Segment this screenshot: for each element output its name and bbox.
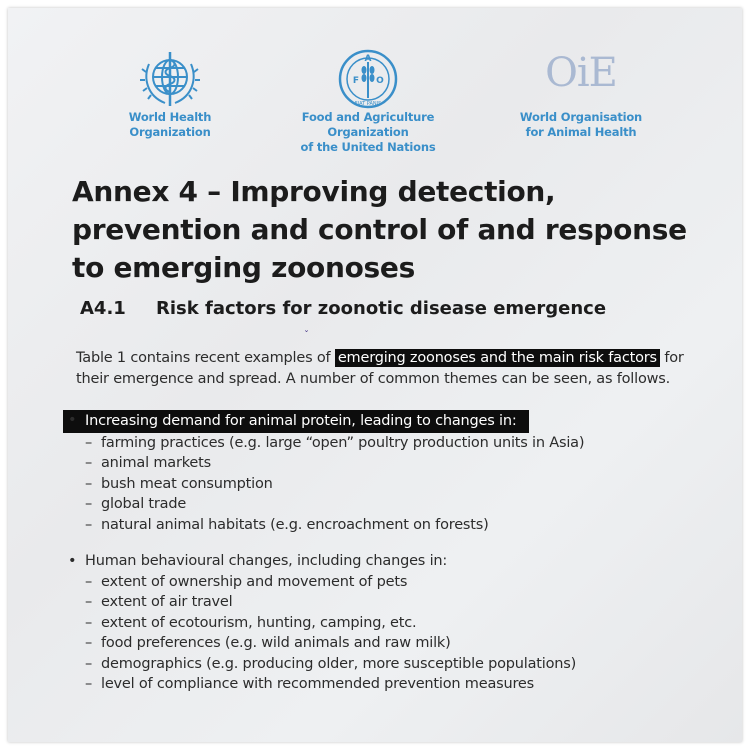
list-item: – demographics (e.g. producing older, more susceptible populations): [85, 655, 577, 672]
list-item: – extent of ownership and movement of pets: [85, 573, 408, 590]
oie-wordmark: OiE: [545, 50, 617, 96]
oie-name-line1: World Organisation: [519, 110, 643, 124]
svg-text:FIAT PANIS: FIAT PANIS: [354, 101, 382, 107]
fao-logo: [263, 48, 473, 155]
section-heading: [80, 298, 606, 319]
list-item: – natural animal habitats (e.g. encroachment on forests): [85, 516, 489, 533]
list-item: – extent of air travel: [85, 594, 233, 610]
bullet-heading: • Human behavioural changes, including changes in:: [76, 551, 716, 572]
svg-text:O: O: [376, 76, 384, 86]
risk-group-human-behaviour: [76, 551, 716, 695]
who-name-line2: Organization: [129, 125, 211, 139]
list-item: – farming practices (e.g. large “open” poultry production units in Asia): [85, 434, 585, 451]
intro-highlight: emerging zoonoses and the main risk factors: [335, 349, 660, 367]
who-emblem-icon: [137, 48, 203, 110]
who-logo: [115, 48, 225, 140]
intro-text-before: Table 1 contains recent examples of: [76, 350, 335, 366]
intro-text-after: for their emergence and spread. A number of common themes can be seen, as follows.: [76, 350, 684, 387]
sub-item-list: [76, 433, 716, 536]
list-item: – level of compliance with recommended prevention measures: [85, 676, 534, 692]
fao-name-line2: of the United Nations: [300, 140, 436, 154]
sub-item-list: [76, 572, 716, 695]
fao-name-line1: Food and Agriculture Organization: [301, 110, 435, 139]
who-name-line1: World Health: [128, 110, 212, 124]
bullet-heading-highlight: Increasing demand for animal protein, leading to changes in:: [63, 410, 529, 433]
annex-title: Annex 4 – Improving detection, prevention and control of and response to emerging zoonoses: [72, 175, 687, 284]
section-number: A4.1: [80, 298, 126, 319]
bullet-heading: [76, 410, 716, 433]
list-item: – animal markets: [85, 455, 211, 471]
fao-emblem-icon: [337, 48, 399, 110]
svg-text:A: A: [364, 54, 372, 64]
ink-mark: ˇ: [304, 330, 309, 341]
list-item: – food preferences (e.g. wild animals and raw milk): [85, 635, 451, 651]
oie-name-line2: for Animal Health: [525, 125, 637, 139]
section-title: Risk factors for zoonotic disease emergence: [156, 298, 607, 319]
oie-logo: [516, 48, 646, 140]
list-item: – extent of ecotourism, hunting, camping, etc.: [85, 614, 417, 631]
document-page: [8, 8, 742, 742]
list-item: – global trade: [85, 496, 187, 512]
svg-text:F: F: [352, 76, 360, 86]
intro-paragraph: [76, 348, 716, 389]
list-item: – bush meat consumption: [85, 475, 273, 492]
risk-group-animal-protein: [76, 410, 716, 535]
logo-row: [8, 48, 742, 154]
